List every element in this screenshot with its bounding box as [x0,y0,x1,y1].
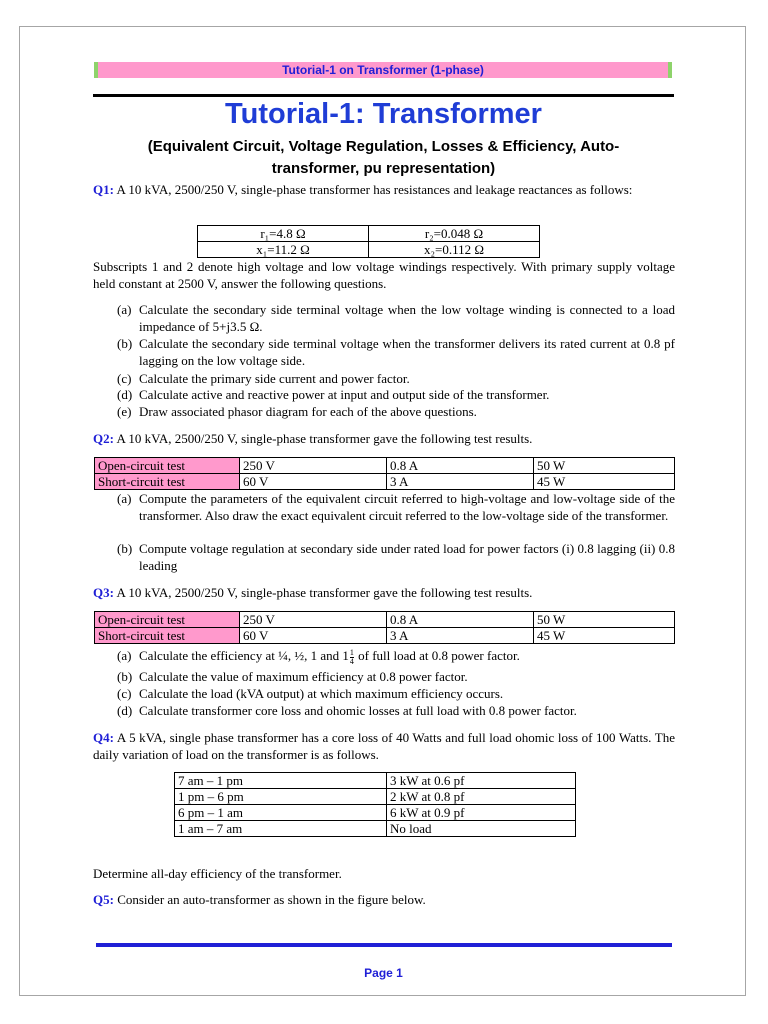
table-cell: 45 W [534,628,675,644]
table-cell: 2 kW at 0.8 pf [387,789,576,805]
table-row [95,612,675,628]
q3-text [93,584,675,601]
item-text: Calculate the primary side current and power factor. [139,371,410,386]
q1-table [197,225,540,258]
table-cell: Short-circuit test [95,628,240,644]
table-cell: No load [387,821,576,837]
item-label: (e) [117,404,132,419]
item-text: Draw associated phasor diagram for each of the above questions. [139,404,477,419]
item-text: Calculate active and reactive power at input and output side of the transformer. [139,387,550,402]
item-label: (a) [117,302,132,317]
table-cell: Open-circuit test [95,612,240,628]
fraction-denominator: 4 [349,656,354,666]
list-item [117,403,675,420]
item-text [139,647,675,666]
table-cell: r₁=4.8 Ω [198,226,369,242]
item-label: (b) [117,669,133,684]
list-item [117,647,675,666]
table-row [95,474,675,490]
fraction [350,649,354,666]
title-rule [93,94,674,97]
q3-label: Q3: [93,585,114,600]
list-item [117,386,675,403]
q1-body: A 10 kVA, 2500/250 V, single-phase transformer has resistances and leakage reactances as follows: [113,182,633,197]
list-item [117,335,675,369]
list-item [117,685,675,702]
table-row [95,458,675,474]
table-cell: 60 V [240,474,387,490]
q4-after-text: Determine all-day efficiency of the transformer. [93,866,342,881]
list-item [117,370,675,387]
table-row [175,773,576,789]
item-text-pre: Calculate the efficiency at ¼, ½, 1 and 1 [139,648,349,663]
table-row [175,805,576,821]
table-row [175,821,576,837]
q1-after-text: Subscripts 1 and 2 denote high voltage and low voltage windings respectively. With primary supply voltage held constant at 2500 V, answer the following questions. [93,259,675,291]
q4-text [93,729,675,763]
table-cell: 6 pm – 1 am [175,805,387,821]
table-cell: 45 W [534,474,675,490]
q3-table [94,611,675,644]
item-text: Calculate the load (kVA output) at which maximum efficiency occurs. [139,686,504,701]
table-cell: 0.8 A [387,458,534,474]
q4-table [174,772,576,837]
table-cell: 50 W [534,612,675,628]
item-label: (b) [117,336,133,351]
item-label: (a) [117,491,132,506]
list-item [117,540,675,574]
item-text: Calculate the secondary side terminal voltage when the low voltage winding is connected to a load impedance of 5+j3.5 Ω. [139,302,675,334]
q5-text [93,891,675,908]
item-label: (c) [117,371,132,386]
page-title: Tutorial-1: Transformer [225,98,542,130]
list-item [117,490,675,524]
table-cell: 0.8 A [387,612,534,628]
q3-body: A 10 kVA, 2500/250 V, single-phase transformer gave the following test results. [113,585,533,600]
item-text: Calculate the value of maximum efficiency at 0.8 power factor. [139,669,468,684]
item-label: (a) [117,648,132,663]
list-item [117,301,675,335]
table-row [175,789,576,805]
table-cell: 60 V [240,628,387,644]
q2-label: Q2: [93,431,114,446]
table-cell: 3 A [387,474,534,490]
table-cell: 1 pm – 6 pm [175,789,387,805]
table-cell: 6 kW at 0.9 pf [387,805,576,821]
q2-table [94,457,675,490]
footer-rule [96,943,672,947]
q4-body: A 5 kVA, single phase transformer has a core loss of 40 Watts and full load ohomic loss of 100 Watts. The daily variation of load on the transformer is as follows. [93,730,675,762]
table-cell: x₁=11.2 Ω [198,242,369,258]
q4-label: Q4: [93,730,114,745]
item-label: (b) [117,541,133,556]
q1-text [93,181,675,198]
table-row [198,242,540,258]
list-item [117,702,675,719]
item-text: Compute voltage regulation at secondary side under rated load for power factors (i) 0.8 lagging (ii) 0.8 leading [139,541,675,573]
table-row [95,628,675,644]
q5-body: Consider an auto-transformer as shown in the figure below. [113,892,426,907]
item-text-post: of full load at 0.8 power factor. [354,648,520,663]
item-label: (c) [117,686,132,701]
table-cell: 1 am – 7 am [175,821,387,837]
table-cell: 250 V [240,612,387,628]
item-text: Calculate transformer core loss and ohomic losses at full load with 0.8 power factor. [139,703,577,718]
q2-text [93,430,675,447]
page-number: Page 1 [364,966,403,980]
fraction-numerator: 1 [349,647,354,657]
item-label: (d) [117,387,133,402]
table-cell: 7 am – 1 pm [175,773,387,789]
q5-label: Q5: [93,892,114,907]
table-cell: 50 W [534,458,675,474]
item-text: Calculate the secondary side terminal voltage when the transformer delivers its rated current at 0.8 pf lagging on the low voltage side. [139,336,675,368]
table-cell: 3 A [387,628,534,644]
table-row [198,226,540,242]
table-cell: x₂=0.112 Ω [369,242,540,258]
header-band: Tutorial-1 on Transformer (1-phase) [94,62,672,78]
page-subtitle: (Equivalent Circuit, Voltage Regulation, Losses & Efficiency, Auto-transformer, pu representation) [147,138,620,177]
table-cell: Open-circuit test [95,458,240,474]
item-label: (d) [117,703,133,718]
table-cell: 250 V [240,458,387,474]
table-cell: Short-circuit test [95,474,240,490]
item-text: Compute the parameters of the equivalent circuit referred to high-voltage and low-voltage side of the transformer. Also draw the exact equivalent circuit referred to the low-voltage side of the transformer. [139,491,675,523]
list-item [117,668,675,685]
q2-body: A 10 kVA, 2500/250 V, single-phase transformer gave the following test results. [113,431,533,446]
table-cell: 3 kW at 0.6 pf [387,773,576,789]
table-cell: r₂=0.048 Ω [369,226,540,242]
q1-label: Q1: [93,182,114,197]
